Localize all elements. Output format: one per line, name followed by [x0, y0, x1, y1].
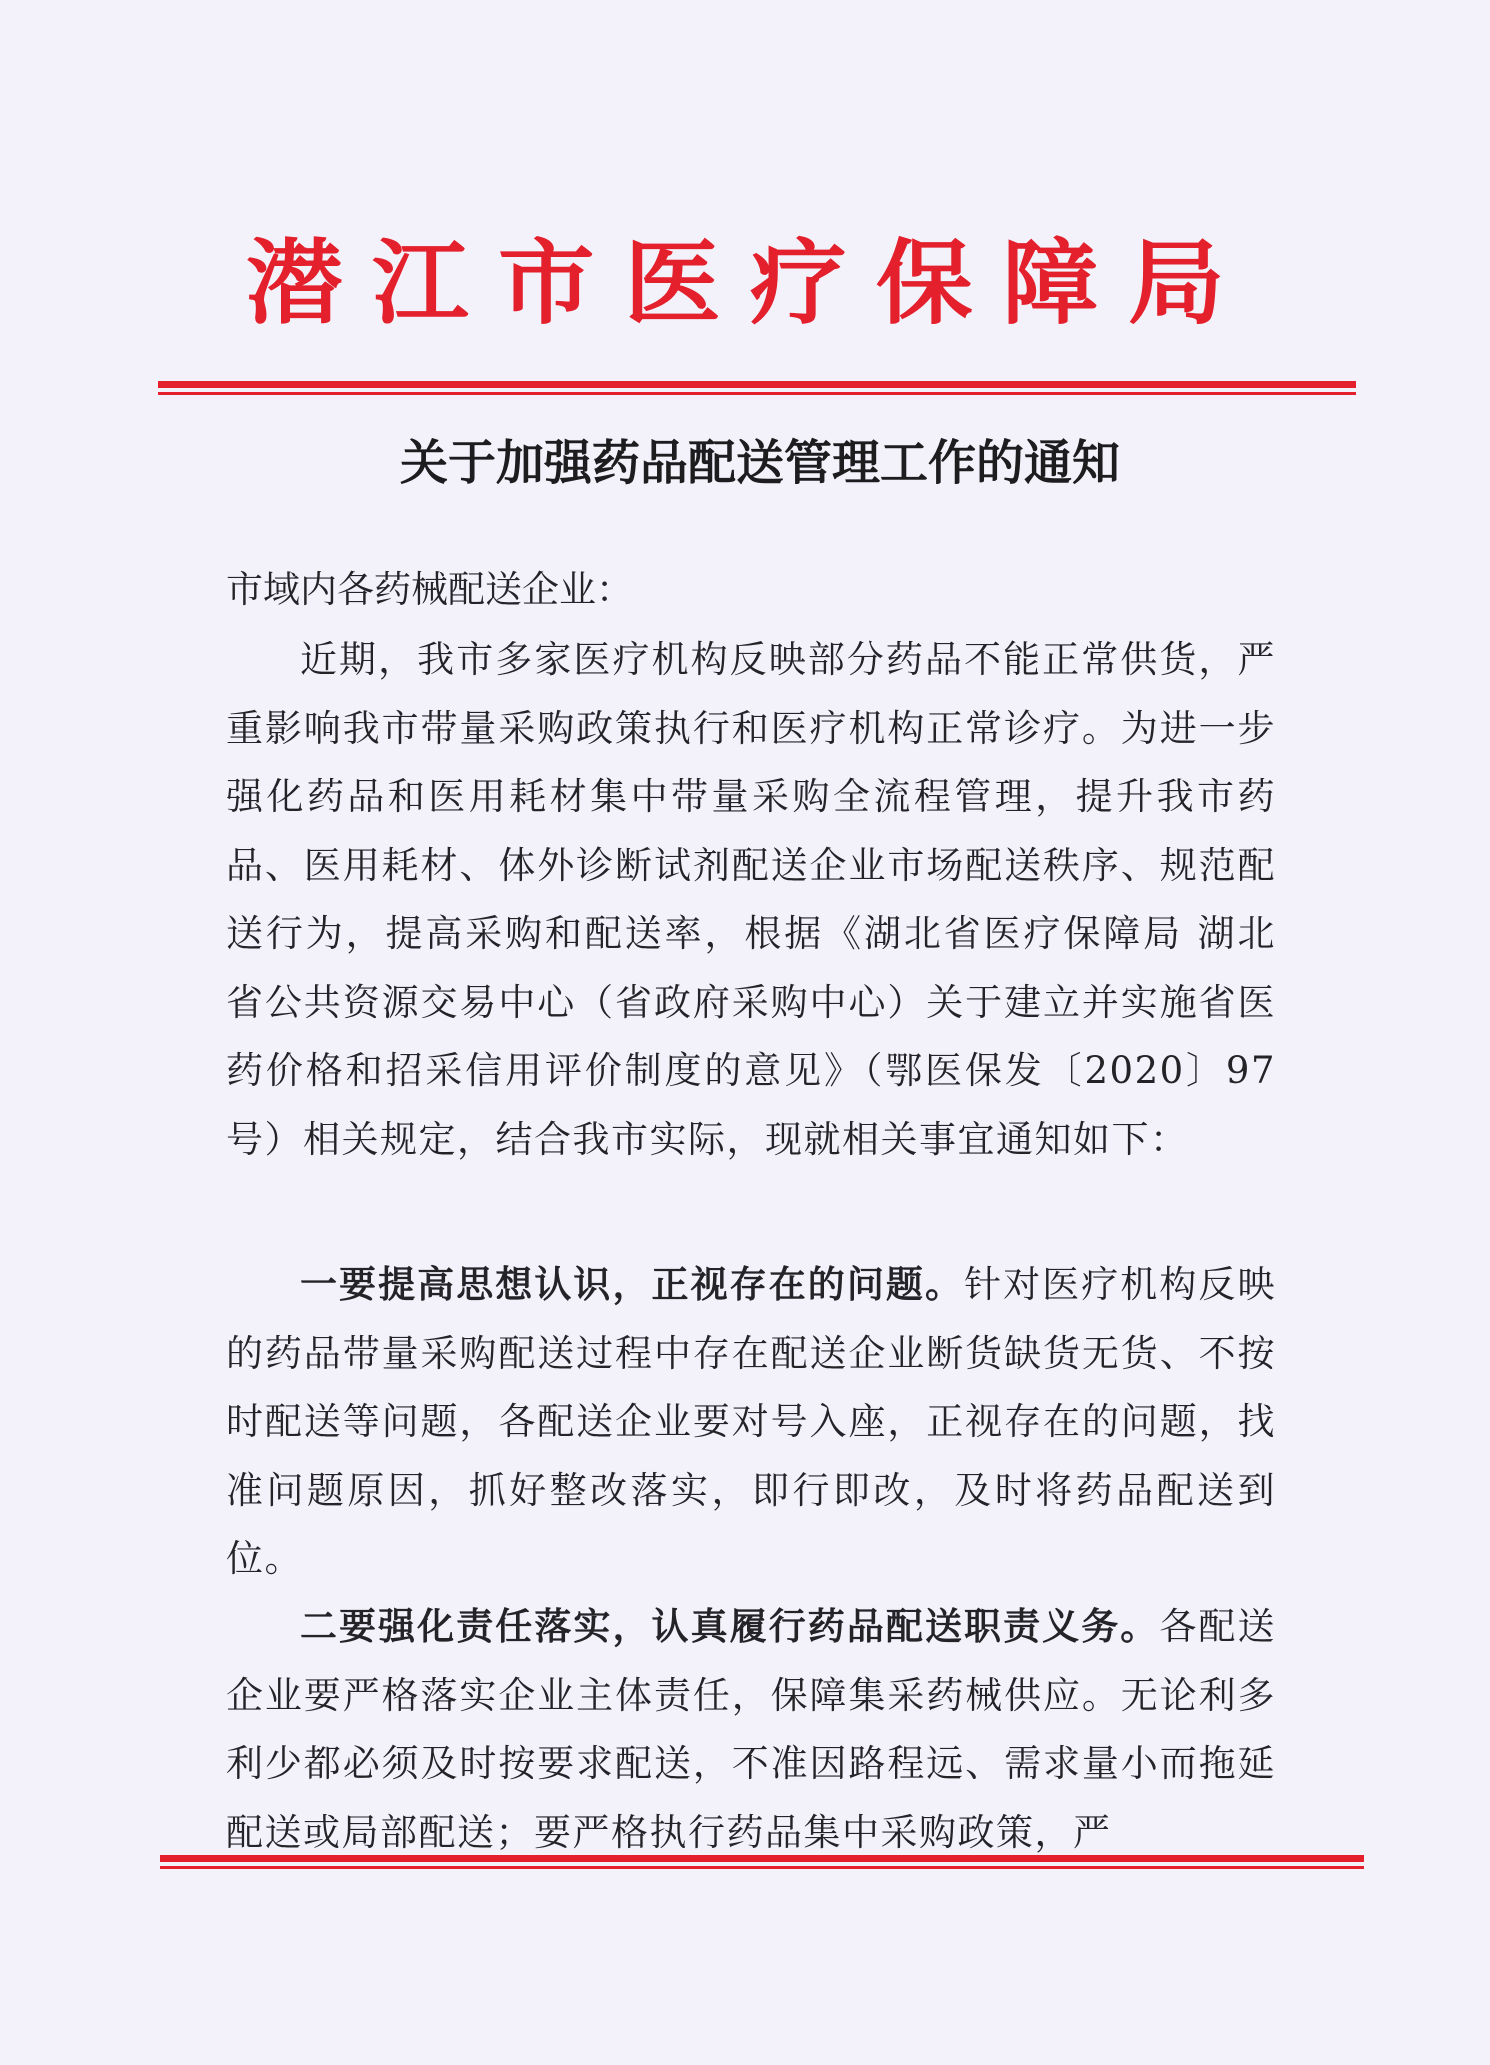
letterhead-rule-thin [158, 392, 1356, 395]
document-title: 关于加强药品配送管理工作的通知 [399, 435, 1120, 491]
paragraph-3 [226, 1592, 1276, 1867]
paragraph-2-text [226, 1250, 1276, 1594]
letterhead-rule-thick [158, 381, 1356, 388]
paragraph-1-body: 近期，我市多家医疗机构反映部分药品不能正常供货，严重影响我市带量采购政策执行和医疗机构正常诊疗。为进一步强化药品和医用耗材集中带量采购全流程管理，提升我市药品、医用耗材、体外诊断试剂配送企业市场配送秩序、规范配送行为，提高采购和配送率，根据《湖北省医疗保障局 湖北省公共资源交易中心（省政府采购中心）关于建立并实施省医药价格和招采信用评价制度的意见》（鄂医保发〔2020〕97号）相关规定，结合我市实际，现就相关事宜通知如下： [226, 638, 1276, 1161]
paragraph-2-lead: 一要提高思想认识，正视存在的问题。 [300, 1262, 965, 1306]
paragraph-2 [226, 1250, 1276, 1594]
paragraph-1-text [226, 625, 1276, 1174]
letterhead-organization: 潜江市医疗保障局 [245, 229, 1254, 337]
paragraph-1 [226, 625, 1276, 1174]
paragraph-2-body: 针对医疗机构反映的药品带量采购配送过程中存在配送企业断货缺货无货、不按时配送等问题，各配送企业要对号入座，正视存在的问题，找准问题原因，抓好整改落实，即行即改，及时将药品配送到位。 [226, 1263, 1276, 1580]
paragraph-3-body: 各配送企业要严格落实企业主体责任，保障集采药械供应。无论利多利少都必须及时按要求配送，不准因路程远、需求量小而拖延配送或局部配送；要严格执行药品集中采购政策，严 [226, 1605, 1276, 1854]
salutation: 市域内各药械配送企业： [226, 568, 633, 611]
footer-rule-thick [160, 1855, 1364, 1862]
footer-rule-thin [160, 1866, 1364, 1869]
paragraph-3-lead: 二要强化责任落实，认真履行药品配送职责义务。 [300, 1604, 1160, 1648]
paragraph-3-text [226, 1592, 1276, 1867]
